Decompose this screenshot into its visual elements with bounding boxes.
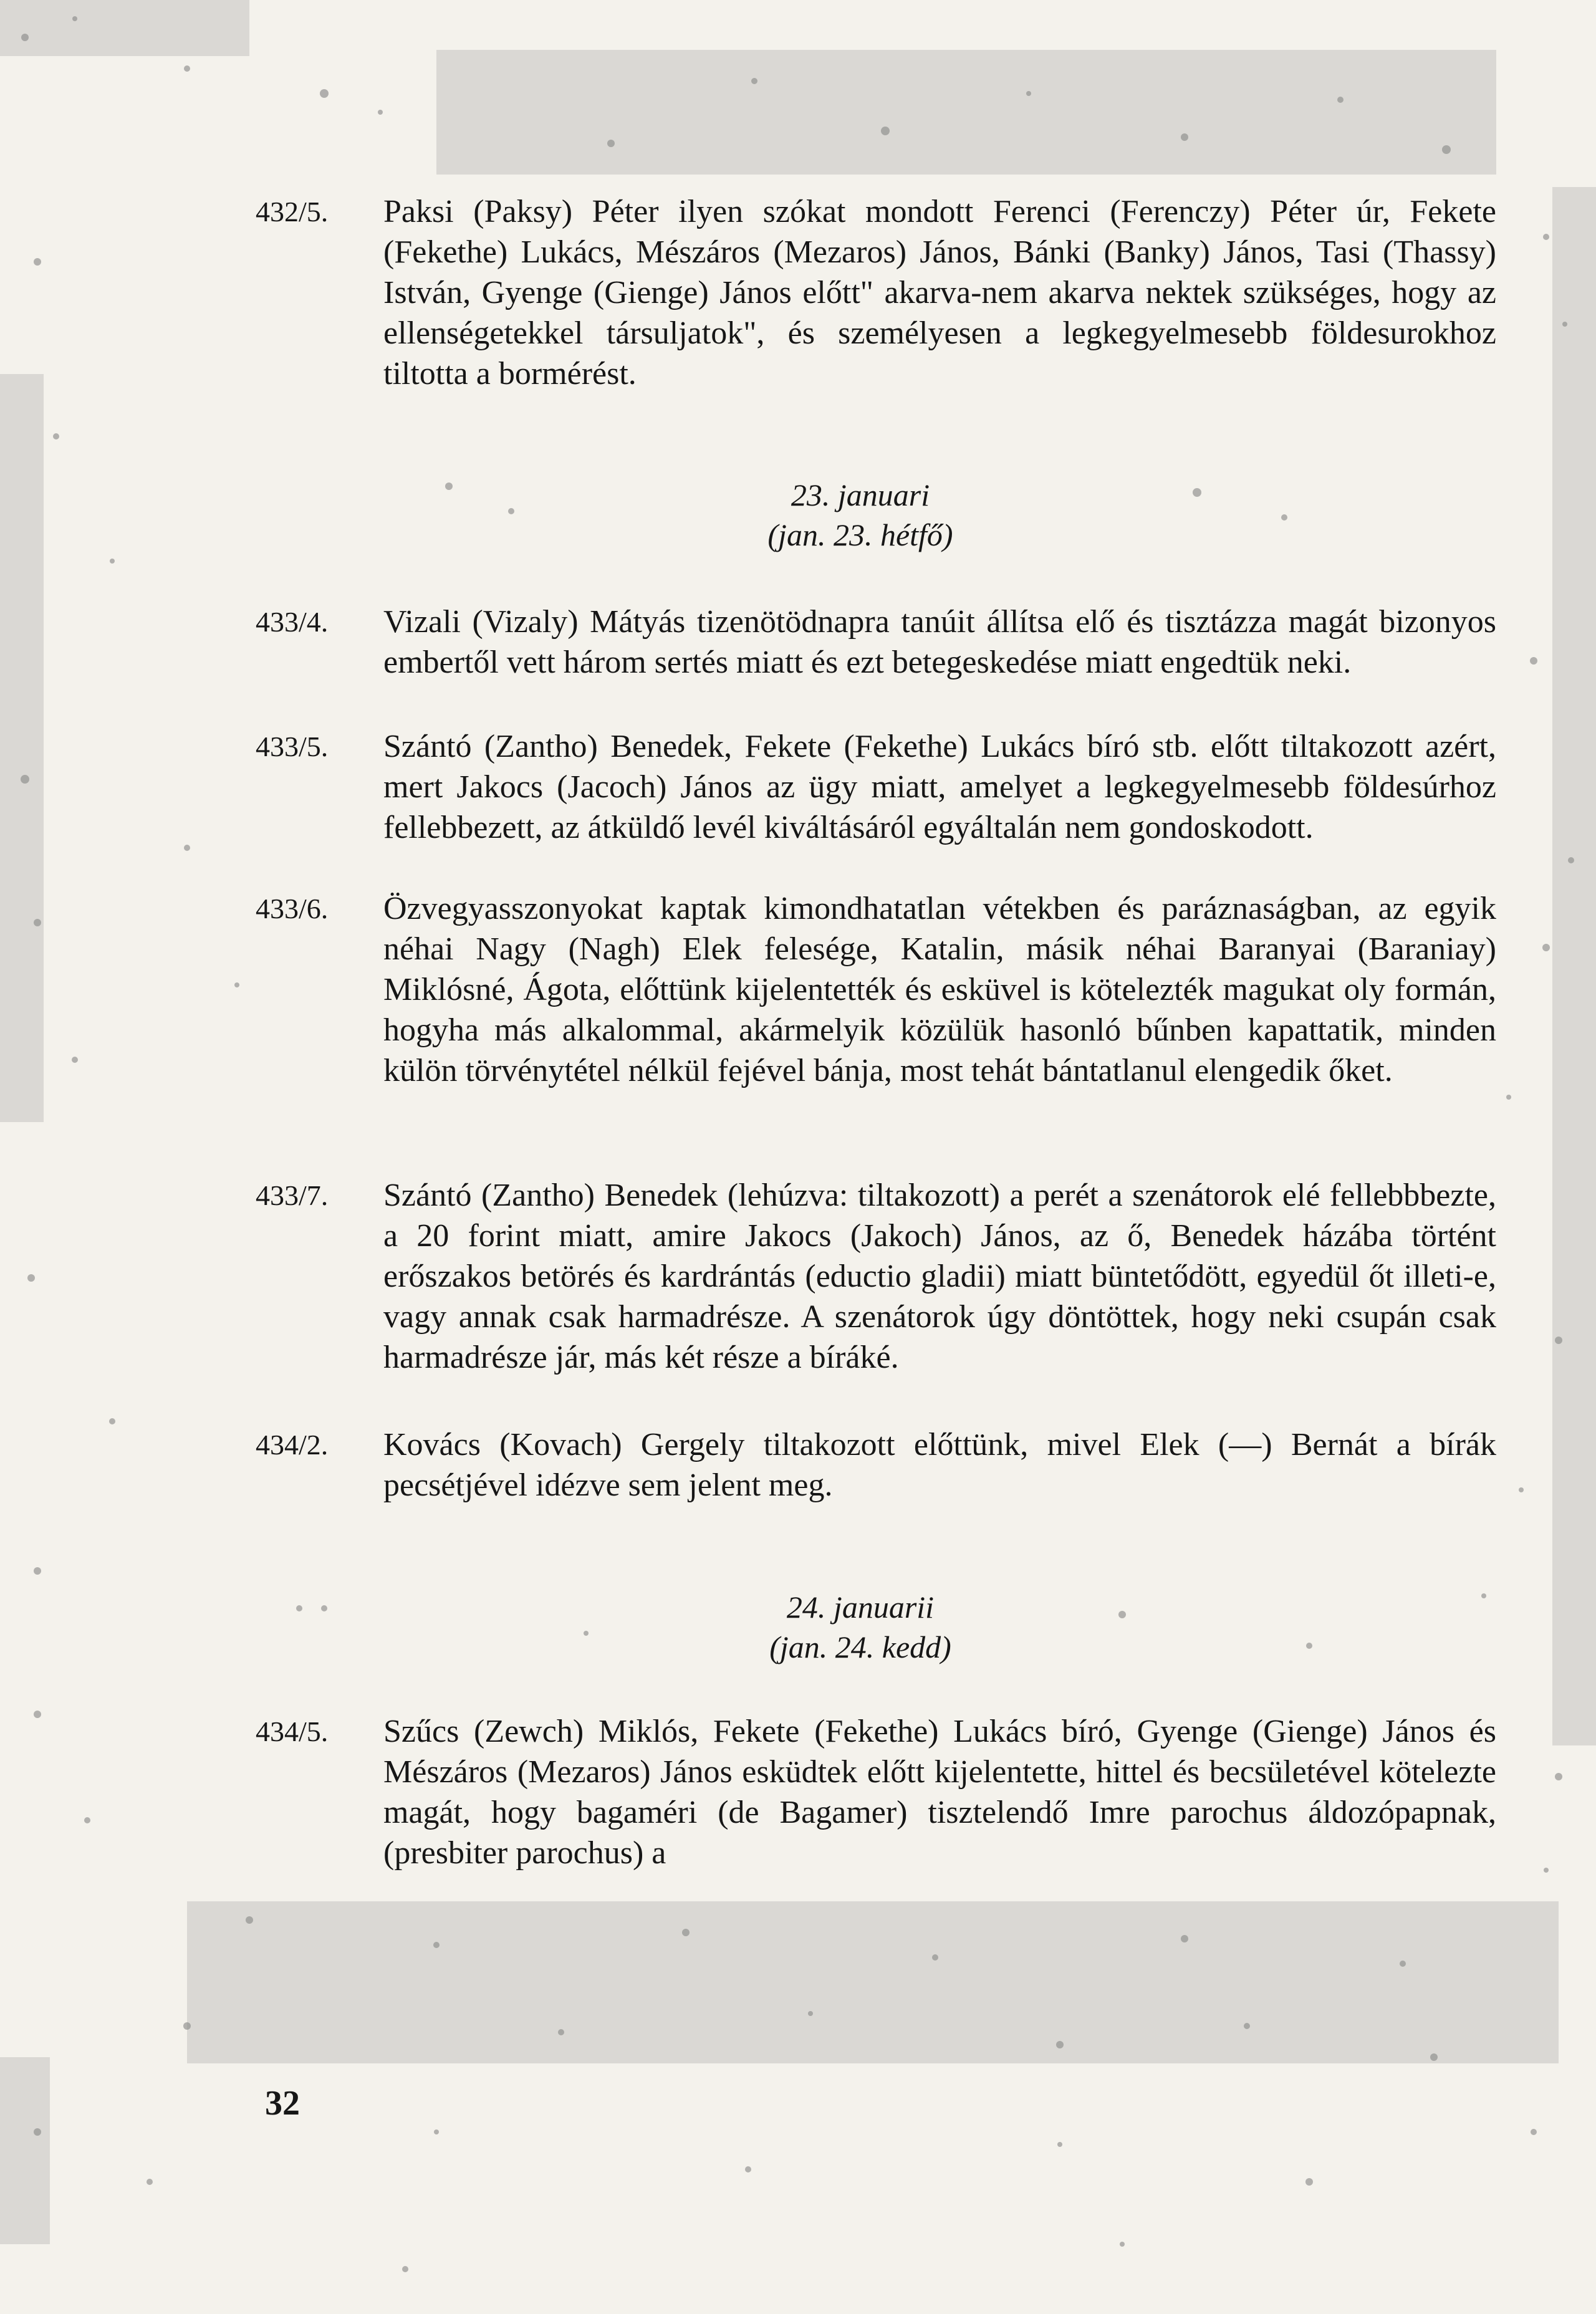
entry-number: 434/5. — [256, 1716, 329, 1747]
page-number: 32 — [265, 2084, 300, 2123]
entry-text: Vizali (Vizaly) Mátyás tizenötödnapra tanúit állítsa elő és tisztázza magát bizonyos embertől vett három sertés miatt és ezt betegeskedése miatt engedtük neki. — [383, 604, 1496, 680]
entry-number: 433/7. — [256, 1179, 329, 1211]
entry-number: 432/5. — [256, 196, 329, 228]
entry-text: Özvegyasszonyokat kaptak kimondhatatlan vétekben és paráznaságban, az egyik néhai Nagy (Nagh) Elek felesége, Katalin, másik néhai Baranyai (Baraniay) Miklósné, Ágota, előttünk kijelentették és esküvel is kötelezték magukat oly formán, hogyha más alkalommal, akármelyik közülük hasonló bűnben kapattatik, minden külön törvénytétel nélkül fejével bánja, most tehát bántatlanul elengedik őket. — [383, 891, 1496, 1088]
date-heading-hungarian: (jan. 24. kedd) — [769, 1630, 951, 1664]
entry-text: Kovács (Kovach) Gergely tiltakozott előttünk, mivel Elek (—) Bernát a bírák pecsétjével idézve sem jelent meg. — [383, 1427, 1496, 1503]
date-heading-latin: 24. januarii — [786, 1590, 935, 1625]
entry-text: Paksi (Paksy) Péter ilyen szókat mondott Ferenci (Ferenczy) Péter úr, Fekete (Fekethe) Lukács, Mészáros (Mezaros) János, Bánki (Banky) János, Tasi (Thassy) István, Gyenge (Gienge) János előtt" akarva-nem akarva nektek szükséges, hogy az ellenségetekkel társuljatok", és személyesen a legkegyelmesebb földesurokhoz tiltotta a bormérést. — [383, 194, 1496, 391]
entry-text: Szántó (Zantho) Benedek (lehúzva: tiltakozott) a perét a szenátorok elé fellebbbezte, a 20 forint miatt, amire Jakocs (Jakoch) János, az ő, Benedek házába történt erőszakos betörés és kardrántás (eductio gladii) miatt büntetődött, egyedül őt illeti-e, vagy annak csak harmadrésze. A szenátorok úgy döntöttek, hogy neki csupán csak harmadrésze jár, más két része a bíráké. — [383, 1178, 1496, 1375]
entry-number: 433/4. — [256, 606, 329, 638]
date-heading-latin: 23. januari — [791, 478, 930, 512]
date-heading-jan-23 — [673, 475, 1047, 555]
entry-number: 433/6. — [256, 893, 329, 924]
entry-number: 434/2. — [256, 1429, 329, 1461]
date-heading-jan-24 — [673, 1587, 1047, 1667]
entry-number: 433/5. — [256, 731, 329, 762]
entry-text: Szűcs (Zewch) Miklós, Fekete (Fekethe) Lukács bíró, Gyenge (Gienge) János és Mészáros (Mezaros) János esküdtek előtt kijelentette, hittel és becsületével kötelezte magát, hogy bagaméri (de Bagamer) tisztelendő Imre parochus áldozópapnak, (presbiter parochus) a — [383, 1714, 1496, 1871]
entry-text: Szántó (Zantho) Benedek, Fekete (Fekethe) Lukács bíró stb. előtt tiltakozott azért, mert Jakocs (Jacoch) János az ügy miatt, amelyet a legkegyelmesebb földesúrhoz fellebbezett, az átküldő levél kiváltásáról egyáltalán nem gondoskodott. — [383, 729, 1496, 845]
date-heading-hungarian: (jan. 23. hétfő) — [767, 517, 953, 552]
